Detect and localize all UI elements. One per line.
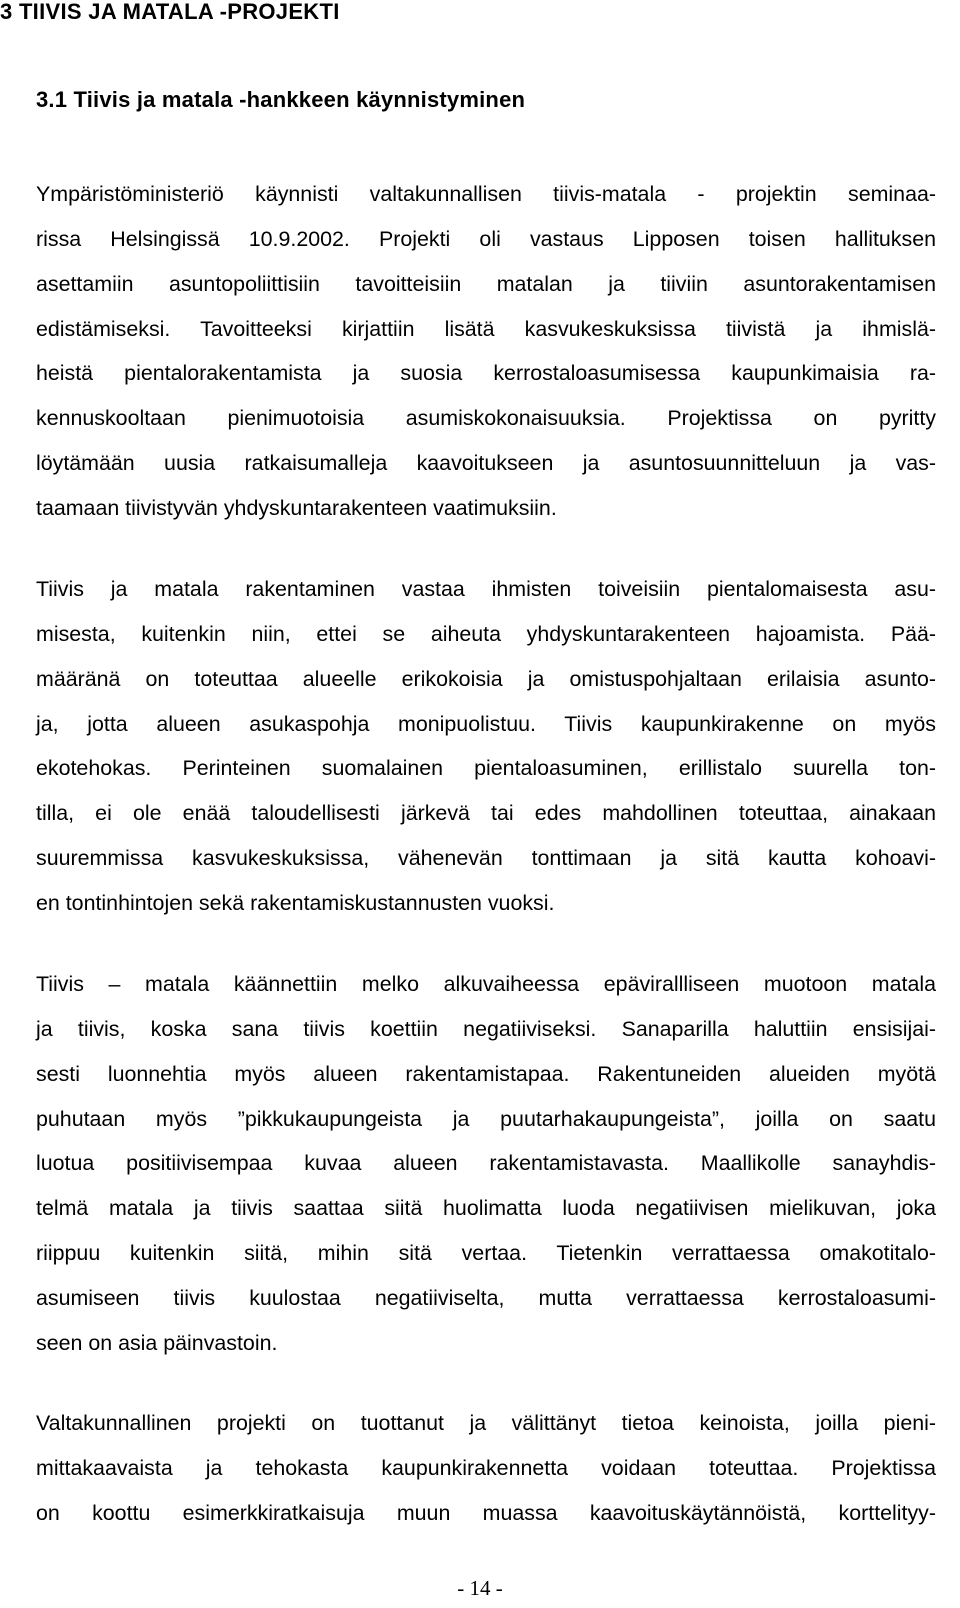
chapter-heading: 3 TIIVIS JA MATALA -PROJEKTI [0,0,340,24]
paragraph-line: taamaan tiivistyvän yhdyskuntarakenteen vaatimuksiin. [36,495,557,520]
paragraph-line: telmä matala ja tiivis saattaa siitä huolimatta luoda negatiivisen mielikuvan, joka [36,1196,936,1221]
paragraph-line: asumiseen tiivis kuulostaa negatiiviselta, mutta verrattaessa kerrostaloasumi- [36,1285,936,1310]
paragraph-line: misesta, kuitenkin niin, ettei se aiheuta yhdyskuntarakenteen hajoamista. Pää- [36,621,936,646]
paragraph-line: asettamiin asuntopoliittisiin tavoitteisiin matalan ja tiiviin asuntorakentamisen [36,271,936,296]
paragraph-line: mittakaavaista ja tehokasta kaupunkirakennetta voidaan toteuttaa. Projektissa [36,1455,936,1480]
paragraph-line: seen on asia päinvastoin. [36,1330,278,1355]
paragraph-line: määränä on toteuttaa alueelle erikokoisia ja omistuspohjaltaan erilaisia asunto- [36,666,936,691]
paragraph-line: tilla, ei ole enää taloudellisesti järkevä tai edes mahdollinen toteuttaa, ainakaan [36,801,936,826]
paragraph-line: ja tiivis, koska sana tiivis koettiin negatiiviseksi. Sanaparilla haluttiin ensisijai- [36,1016,936,1041]
paragraph-line: suuremmissa kasvukeskuksissa, vähenevän tonttimaan ja sitä kautta kohoavi- [36,846,936,871]
paragraph-1 [36,172,936,531]
paragraph-line: edistämiseksi. Tavoitteeksi kirjattiin lisätä kasvukeskuksissa tiivistä ja ihmislä- [36,316,936,341]
paragraph-line: sesti luonnehtia myös alueen rakentamistapaa. Rakentuneiden alueiden myötä [36,1061,936,1086]
paragraph-line: Tiivis ja matala rakentaminen vastaa ihmisten toiveisiin pientalomaisesta asu- [36,577,936,601]
paragraph-line: Valtakunnallinen projekti on tuottanut ja välittänyt tietoa keinoista, joilla pieni- [36,1411,936,1435]
paragraph-line: Tiivis – matala käännettiin melko alkuvaiheessa epävirallliseen muotoon matala [36,972,936,996]
paragraph-2 [36,567,936,926]
paragraph-line: luotua positiivisempaa kuvaa alueen rakentamistavasta. Maallikolle sanayhdis- [36,1151,936,1176]
paragraph-line: Ympäristöministeriö käynnisti valtakunnallisen tiivis-matala - projektin seminaa- [36,182,936,206]
paragraph-line: rissa Helsingissä 10.9.2002. Projekti oli vastaus Lipposen toisen hallituksen [36,226,936,251]
paragraph-line: riippuu kuitenkin siitä, mihin sitä vertaa. Tietenkin verrattaessa omakotitalo- [36,1241,936,1266]
section-heading: 3.1 Tiivis ja matala -hankkeen käynnistyminen [36,87,526,112]
paragraph-line: en tontinhintojen sekä rakentamiskustannusten vuoksi. [36,890,555,915]
paragraph-line: puhutaan myös ”pikkukaupungeista ja puutarhakaupungeista”, joilla on saatu [36,1106,936,1131]
page-number: - 14 - [457,1576,503,1600]
paragraph-line: heistä pientalorakentamista ja suosia kerrostaloasumisessa kaupunkimaisia ra- [36,361,936,386]
paragraph-3 [36,962,936,1366]
paragraph-line: on koottu esimerkkiratkaisuja muun muassa kaavoituskäytännöistä, korttelityy- [36,1500,936,1525]
paragraph-line: löytämään uusia ratkaisumalleja kaavoitukseen ja asuntosuunnitteluun ja vas- [36,451,936,476]
paragraph-line: ekotehokas. Perinteinen suomalainen pientaloasuminen, erillistalo suurella ton- [36,756,936,781]
paragraph-line: ja, jotta alueen asukaspohja monipuolistuu. Tiivis kaupunkirakenne on myös [36,711,936,736]
paragraph-4 [36,1401,936,1536]
paragraph-line: kennuskooltaan pienimuotoisia asumiskokonaisuuksia. Projektissa on pyritty [36,406,936,431]
